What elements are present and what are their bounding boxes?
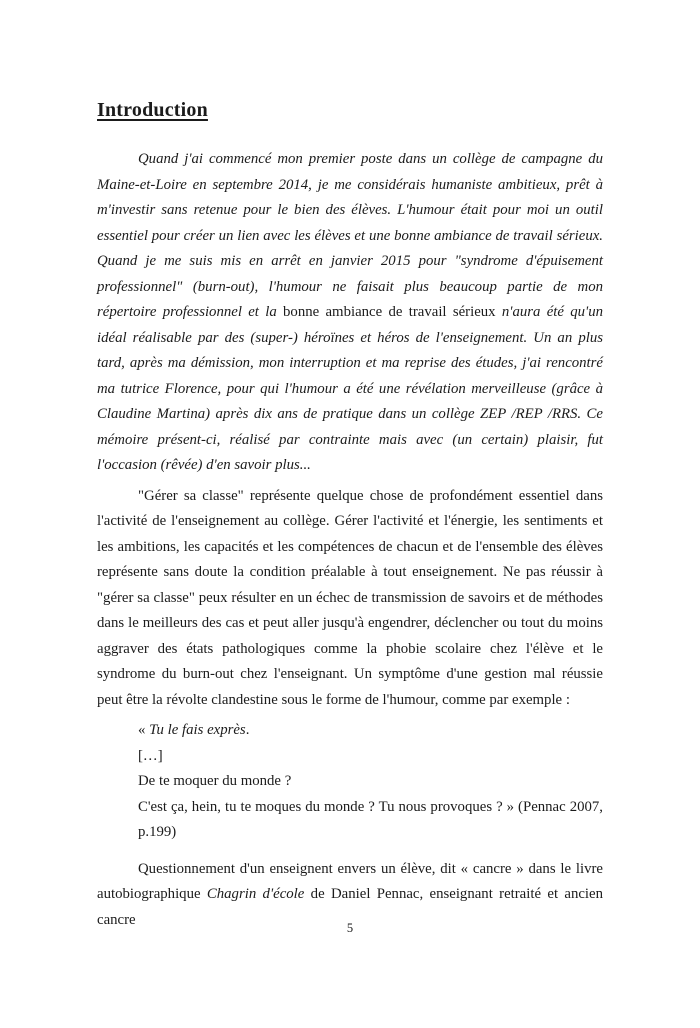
quote-line — [138, 769, 603, 795]
document-body — [97, 147, 603, 938]
text-run-regular: bonne ambiance de travail sérieux — [283, 304, 502, 320]
page-number: 5 — [346, 921, 354, 935]
text-run-italic: n'aura été qu'un idéal réalisable par des (super-) héroïnes et héros de l'enseignement. Un an plus tard, après ma démission, mon interruption et ma reprise des études, j'ai rencontré ma tutrice Florence, pour qui l'humour a été une révélation merveilleuse (grâce à Claudine Martina) après dix ans de pratique dans un collège ZEP /REP /RRS. Ce mémoire présent-ci, réalisé par contrainte mais avec (un certain) plaisir, fut l'occasion (rêvée) d'en savoir plus... — [97, 304, 603, 473]
text-run-regular: C'est ça, hein, tu te moques du monde ? Tu nous provoques ? » (Pennac 2007, p.199) — [138, 798, 603, 840]
text-run-italic: Chagrin d'école — [206, 886, 305, 902]
quote-line — [138, 718, 603, 744]
text-run-regular: […] — [138, 747, 163, 764]
text-run-regular: De te moquer du monde ? — [138, 773, 292, 789]
quote-block — [138, 718, 603, 846]
paragraph — [97, 484, 603, 714]
text-run-regular: "Gérer sa classe" représente quelque chose de profondément essentiel dans l'activité de l'enseignement au collège. Gérer l'activité et l'énergie, les sentiments et les ambitions, les capacités et les compétences de chacun et de l'ensemble des élèves représente sans doute la condition préalable à tout enseignement. Ne pas réussir à "gérer sa classe" peux résulter en un échec de transmission de savoirs et de méthodes dans le meilleurs des cas et peut aller jusqu'à engendrer, déclencher ou tout du moins aggraver des états pathologiques comme la phobie scolaire chez l'élève et le syndrome du burn-out chez l'enseignant. Un symptôme d'une gestion mal réussie peut être la révolte clandestine sous le forme de l'humour, comme par exemple : — [97, 487, 603, 708]
quote-line — [138, 795, 603, 846]
paragraph — [97, 147, 603, 479]
text-run-regular: de Daniel Pennac, enseignant retraité et ancien cancre — [97, 886, 604, 928]
page-title: Introduction — [97, 99, 208, 121]
text-run-italic: Quand j'ai commencé mon premier poste dans un collège de campagne du Maine-et-Loire en septembre 2014, je me considérais humaniste ambitieux, prêt à m'investir sans retenue pour le bien des élèves. L'humour était pour moi un outil essentiel pour créer un lien avec les élèves et une bonne ambiance de travail sérieux. Quand je me suis mis en arrêt en janvier 2015 pour "syndrome d'épuisement professionnel" (burn-out), l'humour ne faisait plus beaucoup partie de mon répertoire professionnel et la — [97, 151, 603, 320]
paragraph-group — [97, 147, 603, 713]
text-run-regular: Questionnement d'un enseignent envers un élève, dit « cancre » dans le livre autobiographique — [97, 860, 603, 902]
text-run-regular: « — [138, 722, 150, 738]
text-run-regular: . — [245, 722, 250, 738]
quote-line — [138, 744, 603, 770]
text-run-italic: Tu le fais exprès — [149, 722, 246, 738]
